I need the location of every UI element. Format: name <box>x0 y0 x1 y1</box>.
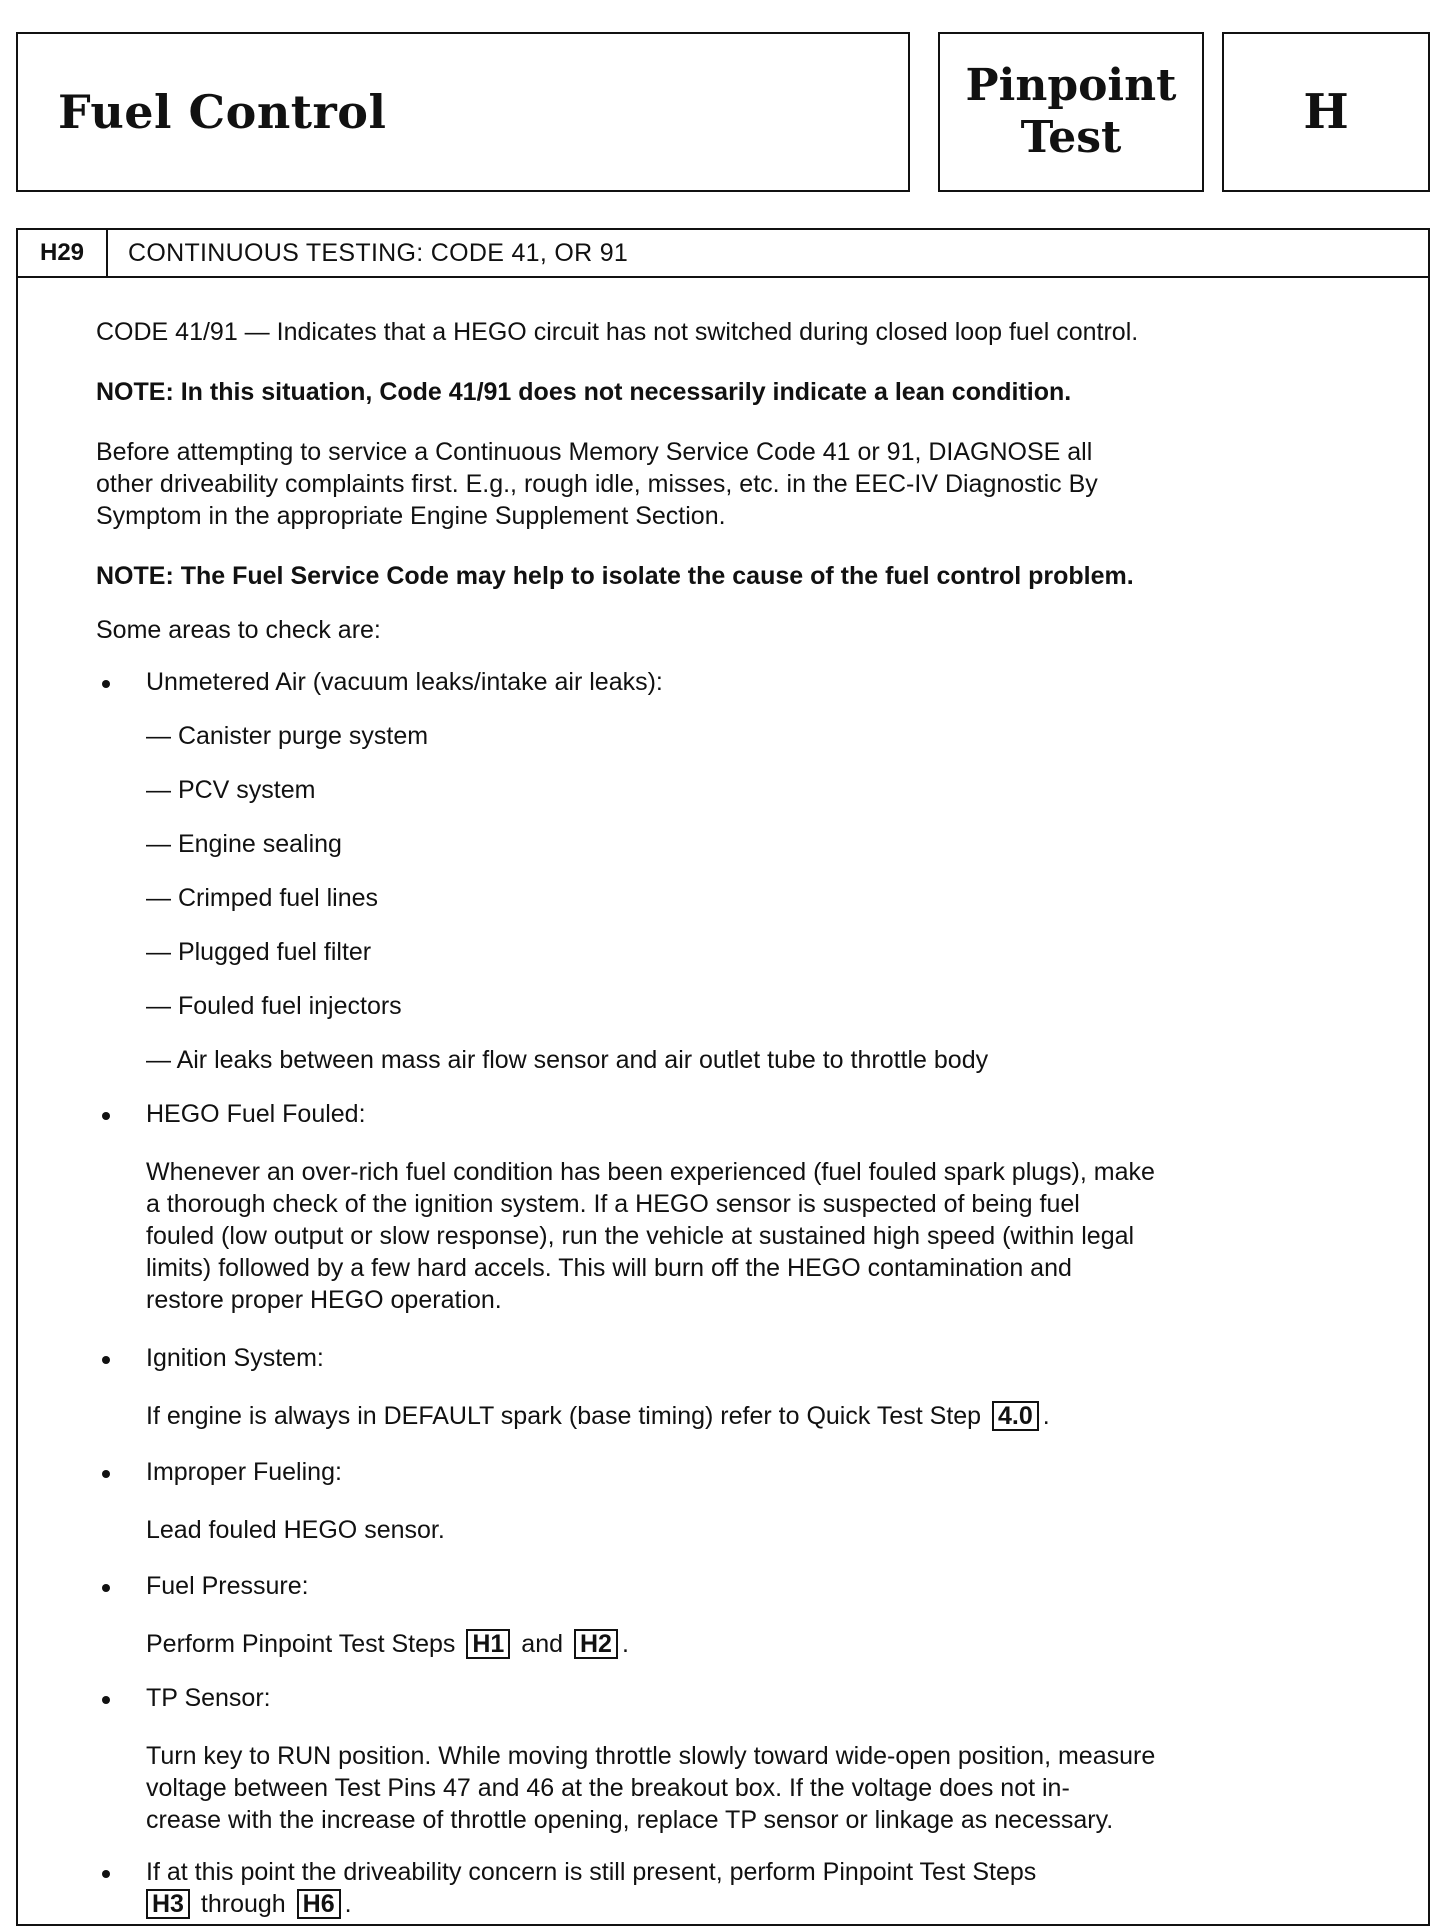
pressure-title: Fuel Pressure: <box>146 1572 309 1600</box>
step-header <box>18 230 1428 278</box>
period: . <box>344 1890 352 1918</box>
step-title: CONTINUOUS TESTING: CODE 41, OR 91 <box>128 238 629 267</box>
step-ref-h6[interactable]: H6 <box>297 1889 341 1919</box>
service-line-2: other driveability complaints first. E.g., rough idle, misses, etc. in the EEC-IV Diagnostic By <box>96 470 1098 498</box>
pinpoint-label-line2: Test <box>1020 112 1122 163</box>
pinpoint-label-line1: Pinpoint <box>965 60 1177 111</box>
dash-item: — PCV system <box>146 776 316 804</box>
hego-line: fouled (low output or slow response), run the vehicle at sustained high speed (within legal <box>146 1222 1135 1250</box>
title-box <box>16 32 910 192</box>
step-frame <box>16 228 1430 1926</box>
and-text: and <box>521 1630 564 1658</box>
fueling-text: Lead fouled HEGO sensor. <box>146 1516 445 1544</box>
page-title: Fuel Control <box>58 85 387 139</box>
bullet-dot <box>102 1356 110 1364</box>
pinpoint-test-box <box>938 32 1204 192</box>
dash-item: — Crimped fuel lines <box>146 884 379 912</box>
unmetered-air-title: Unmetered Air (vacuum leaks/intake air leaks): <box>146 668 663 696</box>
ignition-text-body: If engine is always in DEFAULT spark (base timing) refer to Quick Test Step <box>146 1402 982 1430</box>
bullet-dot <box>102 680 110 688</box>
dash-item: — Fouled fuel injectors <box>146 992 402 1020</box>
hego-line: a thorough check of the ignition system. If a HEGO sensor is suspected of being fuel <box>146 1190 1080 1218</box>
note-fuel-service-code: NOTE: The Fuel Service Code may help to isolate the cause of the fuel control problem. <box>96 562 1134 590</box>
section-box <box>1222 32 1430 192</box>
dash-item: — Engine sealing <box>146 830 342 858</box>
hego-line: restore proper HEGO operation. <box>146 1286 502 1314</box>
service-line-3: Symptom in the appropriate Engine Supplement Section. <box>96 502 726 530</box>
hego-line: Whenever an over-rich fuel condition has been experienced (fuel fouled spark plugs), make <box>146 1158 1155 1186</box>
ignition-text <box>146 1400 1396 1432</box>
step-ref-h3[interactable]: H3 <box>146 1889 190 1919</box>
through-text: through <box>200 1890 286 1918</box>
pressure-text-body: Perform Pinpoint Test Steps <box>146 1630 456 1658</box>
tp-line: voltage between Test Pins 47 and 46 at the breakout box. If the voltage does not in- <box>146 1774 1070 1802</box>
hego-line: limits) followed by a few hard accels. This will burn off the HEGO contamination and <box>146 1254 1072 1282</box>
step-ref-h1[interactable]: H1 <box>466 1629 510 1659</box>
note-lean-condition: NOTE: In this situation, Code 41/91 does not necessarily indicate a lean condition. <box>96 378 1072 406</box>
final-line-2 <box>146 1888 1396 1920</box>
code-description: CODE 41/91 — Indicates that a HEGO circuit has not switched during closed loop fuel control. <box>96 318 1139 346</box>
bullet-dot <box>102 1584 110 1592</box>
areas-intro: Some areas to check are: <box>96 616 381 644</box>
pinpoint-test-label <box>966 60 1177 164</box>
step-ref-h2[interactable]: H2 <box>574 1629 618 1659</box>
section-letter: H <box>1303 84 1349 140</box>
step-ref-4-0[interactable]: 4.0 <box>992 1401 1039 1431</box>
bullet-dot <box>102 1112 110 1120</box>
dash-item: — Canister purge system <box>146 722 429 750</box>
period: . <box>1042 1402 1050 1430</box>
pressure-text <box>146 1628 1396 1660</box>
step-code: H29 <box>18 230 108 276</box>
hego-title: HEGO Fuel Fouled: <box>146 1100 366 1128</box>
fueling-title: Improper Fueling: <box>146 1458 342 1486</box>
tp-title: TP Sensor: <box>146 1684 271 1712</box>
dash-item: — Plugged fuel filter <box>146 938 372 966</box>
tp-line: crease with the increase of throttle opening, replace TP sensor or linkage as necessary. <box>146 1806 1114 1834</box>
bullet-dot <box>102 1870 110 1878</box>
bullet-dot <box>102 1696 110 1704</box>
tp-line: Turn key to RUN position. While moving throttle slowly toward wide-open position, measure <box>146 1742 1156 1770</box>
ignition-title: Ignition System: <box>146 1344 324 1372</box>
service-line-1: Before attempting to service a Continuous Memory Service Code 41 or 91, DIAGNOSE all <box>96 438 1093 466</box>
dash-item: — Air leaks between mass air flow sensor and air outlet tube to throttle body <box>146 1046 989 1074</box>
bullet-dot <box>102 1470 110 1478</box>
period: . <box>621 1630 629 1658</box>
final-line-1: If at this point the driveability concern is still present, perform Pinpoint Test Steps <box>146 1858 1037 1886</box>
